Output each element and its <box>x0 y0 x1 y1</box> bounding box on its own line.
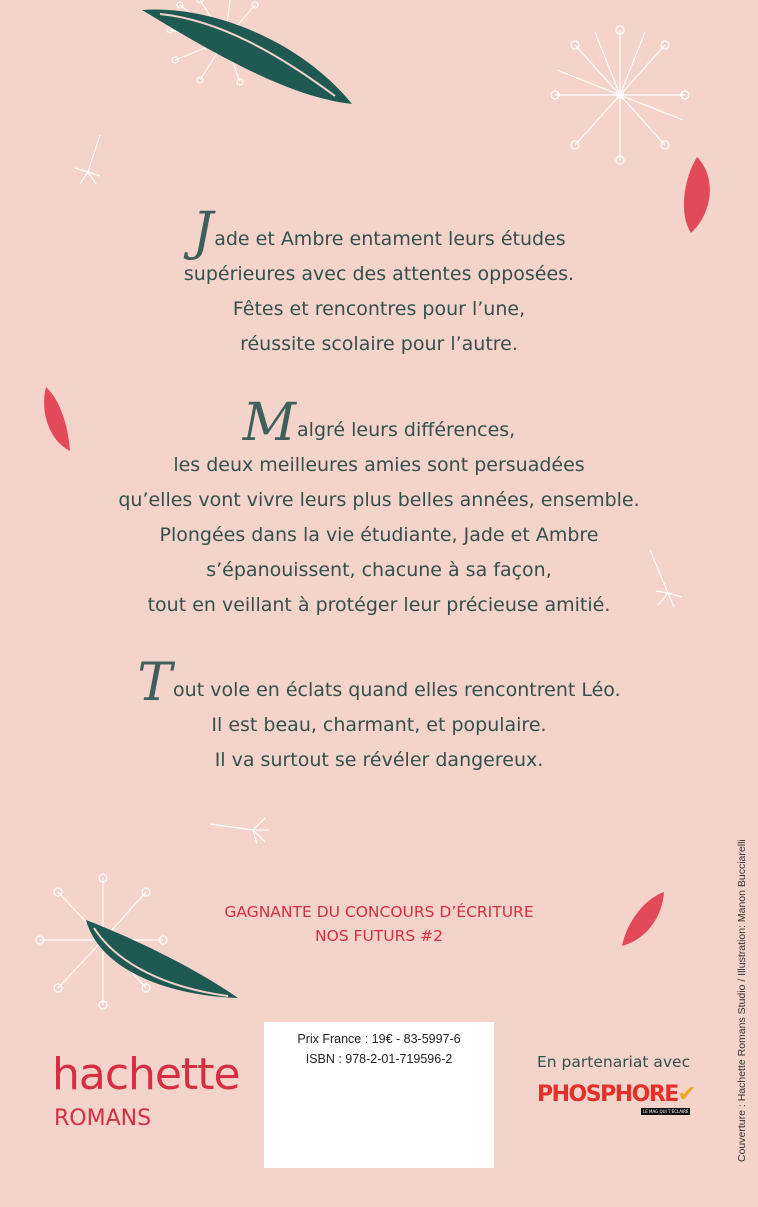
publisher-logo: hachette <box>52 1049 240 1100</box>
cover-credit: Couverture : Hachette Romans Studio / Illustration: Manon Bucciarelli <box>736 839 748 1162</box>
dandelion-leaf-top-illustration <box>130 0 370 120</box>
publisher-imprint: ROMANS <box>54 1106 152 1131</box>
paragraph-line: Malgré leurs différences, <box>242 393 516 453</box>
price-isbn-box <box>264 1022 494 1168</box>
seed-left-illustration <box>70 130 120 190</box>
synopsis-paragraph-2 <box>0 393 758 623</box>
dandelion-top-right-illustration <box>545 20 695 170</box>
contest-line-1: GAGNANTE DU CONCOURS D’ÉCRITURE <box>224 903 534 921</box>
paragraph-line: Jade et Ambre entament leurs études <box>192 202 566 262</box>
synopsis-paragraph-3 <box>0 653 758 778</box>
paragraph-line: Tout vole en éclats quand elles rencontrent Léo. <box>137 653 621 713</box>
paragraph-line: réussite scolaire pour l’autre. <box>240 333 518 355</box>
paragraph-line: s’épanouissent, chacune à sa façon, <box>206 559 552 581</box>
paragraph-line: Plongées dans la vie étudiante, Jade et Ambre <box>159 524 599 546</box>
partner-logo: PHOSPHORE✔ <box>537 1082 695 1107</box>
synopsis-paragraph-1 <box>0 202 758 362</box>
paragraph-line: qu’elles vont vivre leurs plus belles années, ensemble. <box>118 489 640 511</box>
drop-cap: M <box>242 393 297 453</box>
contest-award-text <box>0 900 758 948</box>
checkmark-icon: ✔ <box>677 1082 695 1107</box>
isbn-text: ISBN : 978-2-01-719596-2 <box>305 1052 453 1066</box>
paragraph-line: Fêtes et rencontres pour l’une, <box>232 298 526 320</box>
partner-label: En partenariat avec <box>537 1053 691 1071</box>
seed-bottom-illustration <box>205 810 275 850</box>
price-text: Prix France : 19€ - 83-5997-6 <box>297 1032 461 1046</box>
paragraph-line: Il est beau, charmant, et populaire. <box>211 714 547 736</box>
contest-line-2: NOS FUTURS #2 <box>314 927 444 945</box>
paragraph-line: Il va surtout se révéler dangereux. <box>214 749 544 771</box>
paragraph-line: les deux meilleures amies sont persuadées <box>173 454 585 476</box>
drop-cap: T <box>137 653 173 713</box>
partner-tagline: LE MAG QUI T'ÉCLAIRE <box>643 1109 689 1114</box>
paragraph-line: tout en veillant à protéger leur précieuse amitié. <box>147 594 611 616</box>
drop-cap: J <box>192 202 214 262</box>
paragraph-line: supérieures avec des attentes opposées. <box>183 263 575 285</box>
